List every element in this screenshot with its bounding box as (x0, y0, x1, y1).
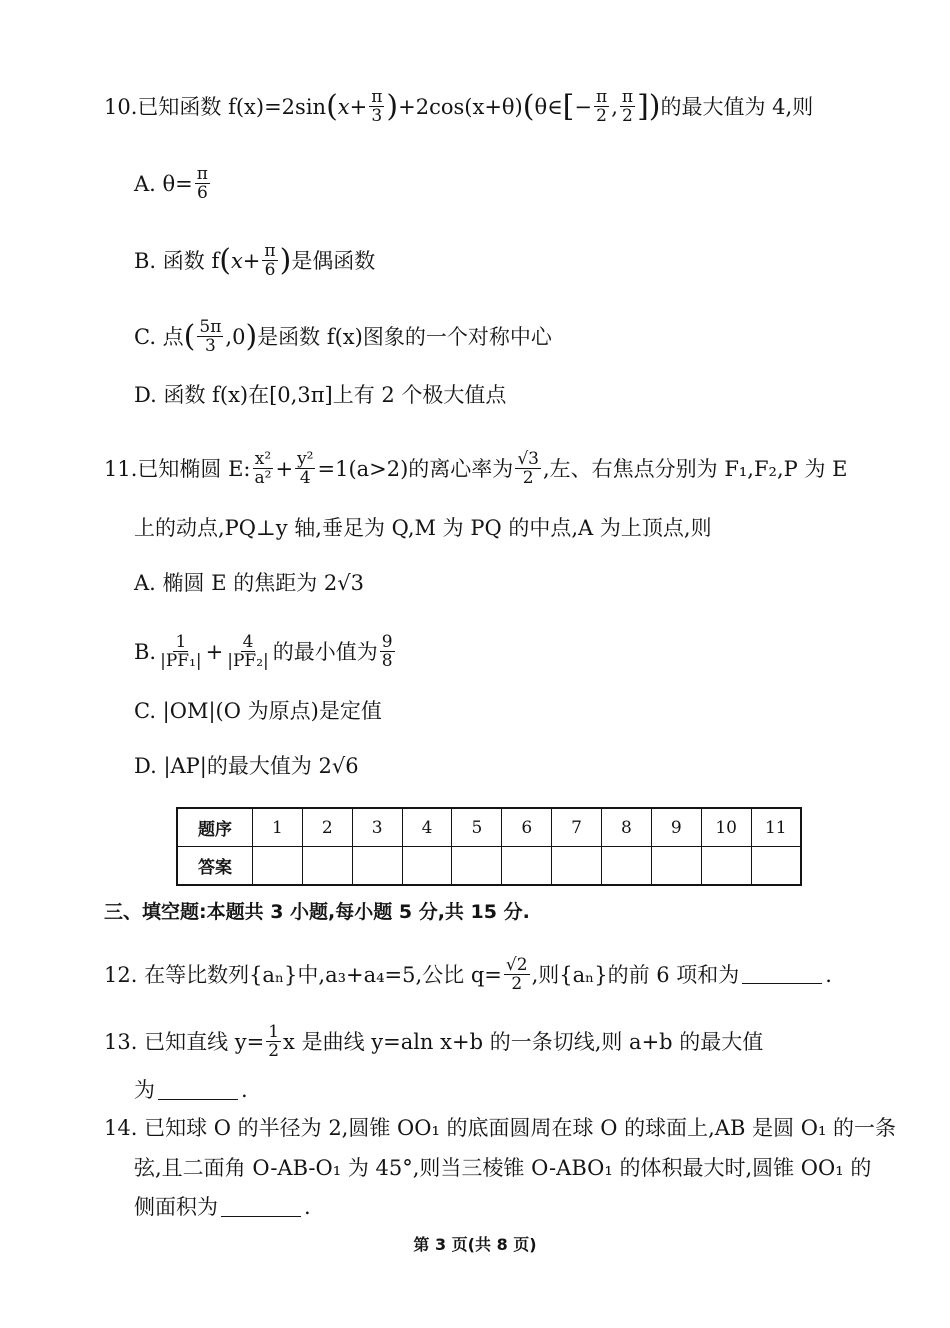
table-cell: 3 (352, 808, 402, 847)
q12-text-a: 12. 在等比数列{aₙ}中,a₃+a₄=5,公比 q= (104, 962, 502, 987)
opt-text: A. θ= (134, 171, 193, 196)
answer-cell[interactable] (502, 847, 552, 886)
bracket-close: ] (637, 88, 649, 124)
paren-close: ) (279, 242, 292, 278)
neg-sign: − (574, 94, 592, 119)
x2-over-a2 (253, 450, 274, 487)
frac-den: 2 (522, 468, 534, 488)
opt-text: A. 椭圆 E 的焦距为 2√3 (134, 571, 364, 595)
answer-cell[interactable] (452, 847, 502, 886)
q10-option-a (134, 165, 212, 202)
table-cell: 2 (302, 808, 352, 847)
four-over-pf2 (225, 633, 271, 670)
paren-open: ( (326, 88, 338, 124)
answer-cell[interactable] (751, 847, 801, 886)
theta-in: θ∈ (534, 94, 563, 119)
frac-num: 5π (199, 317, 222, 337)
answer-cell[interactable] (602, 847, 652, 886)
q11-stem (104, 450, 847, 487)
table-cell: 11 (751, 808, 801, 847)
plus: + (275, 456, 294, 481)
table-header-cell: 题序 (177, 808, 253, 847)
frac-num: y² (297, 449, 314, 469)
pi-over-2 (594, 88, 609, 125)
q11-option-b (134, 633, 397, 670)
opt-text: 是函数 f(x)图象的一个对称中心 (257, 324, 552, 349)
table-cell: 9 (651, 808, 701, 847)
pi-over-6 (262, 242, 277, 279)
period: . (304, 1195, 311, 1219)
frac-den: |PF₁| (160, 651, 202, 671)
q11-option-a (134, 569, 364, 597)
table-row (177, 847, 801, 886)
comma: , (611, 94, 618, 119)
q11-text-c: ,左、右焦点分别为 F₁,F₂,P 为 E (542, 456, 848, 481)
q14-line2 (134, 1154, 871, 1182)
pi-over-3 (369, 88, 384, 125)
answer-blank[interactable] (158, 1081, 238, 1100)
sqrt3-over-2 (515, 450, 541, 487)
five-pi-over-3 (197, 318, 223, 355)
frac-num: √3 (517, 449, 539, 469)
frac-num: 4 (242, 632, 254, 652)
page-footer: 第 3 页(共 8 页) (413, 1235, 537, 1254)
q14-text: 弦,且二面角 O-AB-O₁ 为 45°,则当三棱锥 O-ABO₁ 的体积最大时,圆锥 OO₁ 的 (134, 1156, 872, 1180)
paren-close: ) (245, 318, 258, 354)
q13-text-a: 13. 已知直线 y= (104, 1029, 265, 1054)
q10-text-d: 的最大值为 4,则 (660, 94, 814, 119)
section-title: 三、填空题:本题共 3 小题,每小题 5 分,共 15 分. (104, 901, 530, 923)
opt-text: x+ (230, 248, 261, 273)
q10-option-d (134, 381, 506, 409)
section-3-heading (104, 898, 530, 926)
table-cell: 8 (602, 808, 652, 847)
answer-cell[interactable] (302, 847, 352, 886)
frac-den: 3 (371, 106, 383, 126)
paren-open: ( (219, 242, 231, 278)
table-row (177, 808, 801, 847)
q11-text-a: 已知椭圆 E: (137, 456, 251, 481)
q10-text-b: x+ (337, 94, 368, 119)
q11-number: 11. (104, 456, 138, 481)
frac-num: x² (254, 449, 272, 469)
q13-text: 为 (134, 1078, 155, 1102)
y2-over-4 (295, 450, 315, 487)
opt-text: B. (134, 639, 157, 664)
q10-option-b (134, 242, 375, 279)
frac-num: π (371, 87, 383, 107)
q14-line1 (104, 1114, 896, 1142)
q11-option-d (134, 752, 359, 780)
bracket-open: [ (562, 88, 575, 124)
frac-num: 1 (175, 632, 187, 652)
q10-text-a: 已知函数 f(x)=2sin (137, 94, 327, 119)
opt-text: B. 函数 f (134, 248, 220, 273)
q11-text-b: =1(a>2)的离心率为 (317, 456, 514, 481)
answer-cell[interactable] (552, 847, 602, 886)
q13-line2 (134, 1076, 248, 1104)
q11-stem-line2 (134, 514, 712, 542)
frac-den: 6 (196, 183, 208, 203)
q10-option-c (134, 318, 552, 355)
opt-text: D. |AP|的最大值为 2√6 (134, 754, 359, 778)
q10-text-c: +2cos(x+θ) (398, 94, 523, 119)
frac-den: 4 (299, 468, 311, 488)
frac-den: 2 (622, 106, 633, 126)
q10-stem (104, 88, 813, 125)
pi-over-6 (195, 165, 210, 202)
q13-text-b: x 是曲线 y=aln x+b 的一条切线,则 a+b 的最大值 (283, 1029, 764, 1054)
answer-table (176, 807, 802, 886)
frac-num: π (196, 164, 208, 184)
opt-text: D. 函数 f(x)在[0,3π]上有 2 个极大值点 (134, 383, 507, 407)
answer-cell[interactable] (402, 847, 452, 886)
frac-den: 8 (381, 651, 393, 671)
frac-num: π (596, 87, 608, 107)
q13 (104, 1023, 763, 1060)
answer-cell[interactable] (253, 847, 303, 886)
opt-text: 是偶函数 (291, 248, 376, 273)
sqrt2-over-2 (504, 956, 530, 993)
plus: + (205, 639, 224, 664)
frac-num: π (621, 87, 634, 107)
frac-num: π (264, 241, 276, 261)
frac-den: |PF₂| (227, 651, 269, 671)
q12-text-b: ,则{aₙ}的前 6 项和为 (531, 962, 740, 987)
paren-close: ) (648, 88, 661, 124)
q12 (104, 956, 832, 993)
table-header-cell: 答案 (177, 847, 253, 886)
q11-option-c (134, 697, 382, 725)
table-cell: 6 (502, 808, 552, 847)
table-cell: 4 (402, 808, 452, 847)
q11-text: 上的动点,PQ⊥y 轴,垂足为 Q,M 为 PQ 的中点,A 为上顶点,则 (134, 516, 712, 540)
paren-close: ) (386, 88, 399, 124)
frac-num: 1 (268, 1022, 280, 1042)
answer-blank[interactable] (742, 965, 822, 984)
q14-line3 (134, 1193, 311, 1221)
opt-text: ,0 (225, 324, 246, 349)
q14-text: 侧面积为 (134, 1195, 218, 1219)
table-cell: 10 (701, 808, 751, 847)
table-cell: 5 (452, 808, 502, 847)
frac-den: 3 (204, 336, 216, 356)
table-cell: 1 (253, 808, 303, 847)
opt-text: C. |OM|(O 为原点)是定值 (134, 699, 382, 723)
answer-cell[interactable] (651, 847, 701, 886)
opt-text: C. 点 (134, 324, 184, 349)
table-cell: 7 (552, 808, 602, 847)
answer-cell[interactable] (352, 847, 402, 886)
frac-num: √2 (505, 955, 528, 975)
pi-over-2 (620, 88, 635, 125)
answer-cell[interactable] (701, 847, 751, 886)
paren-open: ( (183, 318, 196, 354)
frac-den: 2 (596, 106, 607, 126)
frac-den: 2 (268, 1041, 280, 1061)
period: . (241, 1078, 248, 1102)
frac-num: 9 (381, 632, 393, 652)
q14-text: 14. 已知球 O 的半径为 2,圆锥 OO₁ 的底面圆周在球 O 的球面上,AB 是圆 O₁ 的一条 (104, 1116, 897, 1140)
paren-open: ( (522, 88, 535, 124)
one-half (266, 1023, 281, 1060)
frac-den: 2 (511, 974, 523, 994)
frac-den: 6 (264, 260, 276, 280)
frac-den: a² (254, 468, 272, 488)
opt-text: 的最小值为 (272, 639, 378, 664)
period: . (825, 962, 832, 987)
answer-blank[interactable] (221, 1198, 301, 1217)
q10-number: 10. (104, 94, 138, 119)
nine-over-eight (380, 633, 395, 670)
one-over-pf1 (158, 633, 204, 670)
